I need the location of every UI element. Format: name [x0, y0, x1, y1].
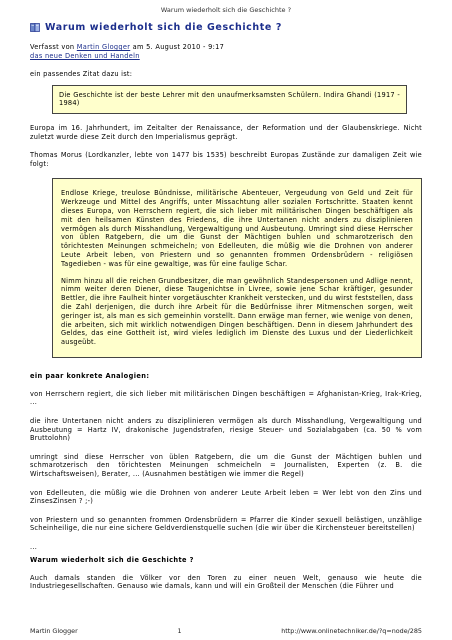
ellipsis-text: ...: [30, 543, 38, 552]
quote-box-large: [52, 178, 422, 358]
paragraph: Thomas Morus (Lordkanzler, lebte von 1477 bis 1535) beschreibt Europas Zustände zur damaligen Zeit wie folgt:: [30, 151, 422, 168]
section-heading: Warum wiederholt sich die Geschichte ?: [30, 555, 194, 564]
analogy-item: von Priestern und so genannten frommen Ordensbrüdern = Pfarrer die Kinder sexuell belästigen, unzählige Scheinheilige, die nur eine sichere Geldverdienstquelle suchen (die wir über die Kirchensteuer bereitstellen): [30, 515, 422, 533]
paragraph: Europa im 16. Jahrhundert, im Zeitalter der Renaissance, der Reformation und der Glaubenskriege. Nicht zuletzt wurde diese Zeit durch den Imperialismus geprägt.: [30, 123, 422, 141]
quote-text: Die Geschichte ist der beste Lehrer mit den unaufmerksamsten Schülern. Indira Ghandi (1917 - 1984): [59, 90, 400, 108]
footer-author: Martin Glogger: [30, 627, 78, 635]
page-header: Warum wiederholt sich die Geschichte ?: [160, 6, 292, 14]
quote-box: [52, 85, 407, 114]
footer-url: http://www.onlinetechniker.de/?q=node/285: [281, 627, 422, 635]
analogy-item: die ihre Untertanen nicht anders zu disziplinieren vermögen als durch Misshandlung, Vergewaltigung und Ausbeutung = Hartz IV, drakonische Jugendstrafen, riesige Steuer- und Sozialabgaben (ca. 50 % vom Bruttolohn): [30, 417, 422, 443]
article-title-text: Warum wiederholt sich die Geschichte ?: [45, 22, 282, 33]
section-heading: ein paar konkrete Analogien:: [30, 371, 150, 380]
article: [30, 22, 422, 591]
author-link[interactable]: Martin Glogger: [76, 43, 131, 51]
meta-prefix: Verfasst von: [30, 43, 77, 51]
analogy-item: von Edelleuten, die müßig wie die Drohnen von anderer Leute Arbeit leben = Wer lebt von den Zins und ZinsesZinsen ? ;-): [30, 488, 422, 506]
article-meta: [30, 43, 422, 60]
article-title: [30, 22, 422, 33]
analogy-item: umringt sind diese Herrscher von üblen Ratgebern, die um die Gunst der Mächtigen buhlen und schmarotzerisch den törichtesten Meinungen schmeicheln = Journalisten, Experten (z. B. die Wirtschaftsweisen), Berater, ... (Ausnahmen bestätigen wie immer die Regel): [30, 452, 422, 479]
category-link[interactable]: das neue Denken und Handeln: [30, 51, 140, 60]
quote-paragraph: Endlose Kriege, treulose Bündnisse, militärische Abenteuer, Vergeudung von Geld und Zeit für Werkzeuge und Mittel des Angriffs, unter Missachtung aller sozialen Fortschritte. Staaten kennt dieses Europa, von Herrschern regiert, die sich lieber mit militärischen Dingen beschäftigen als mit den heilsamen Künsten des Friedens, die ihre Untertanen nicht anders zu disziplinieren vermögen als durch Misshandlung, Vergewaltigung und Ausbeutung. Umringt sind diese Herrscher von üblen Ratgebern, die um die Gunst der Mächtigen buhlen und schmarotzerisch den törichtesten Meinungen schmeicheln; von Edelleuten, die müßig wie die Drohnen von anderer Leute Arbeit leben, von Priestern und so genannten frommen Ordensbrüdern - religiösen Tagedieben - was für eine gewaltige, was für eine faulige Schar.: [61, 189, 413, 268]
page-number: 1: [177, 627, 182, 635]
meta-date: am 5. August 2010 - 9:17: [130, 43, 225, 51]
book-icon: [30, 22, 41, 33]
quote-paragraph: Nimm hinzu all die reichen Grundbesitzer, die man gewöhnlich Standespersonen und Adlige nennt, nimm weiter deren Diener, diese Taugenichtse in Livree, sowie jene Schar kräftiger, gesunder Bettler, die ihre Faulheit hinter vorgetäuschter Krankheit verstecken, und du wirst feststellen, dass die Zahl derjenigen, die durch ihre Arbeit für die Bedürfnisse ihrer Mitmenschen sorgen, weit geringer ist, als man es sich gemeinhin vorstellt. Dann erwäge man ferner, wie wenige von denen, die arbeiten, sich mit wirklich notwendigen Dingen beschäftigen. Denn in diesem Jahrhundert des Geldes, das eine Gottheit ist, wird vieles lediglich im Dienste des Luxus und der Liederlichkeit ausgeübt.: [61, 276, 413, 347]
intro-text: ein passendes Zitat dazu ist:: [30, 70, 133, 79]
paragraph: Auch damals standen die Völker vor den Toren zu einer neuen Welt, genauso wie heute die Industriegesellschaften. Genauso wie damals, kann und will ein Großteil der Menschen (die Führer und: [30, 573, 422, 591]
page-footer: [30, 627, 422, 635]
analogy-item: von Herrschern regiert, die sich lieber mit militärischen Dingen beschäftigen = Afghanistan-Krieg, Irak-Krieg, ...: [30, 389, 422, 407]
